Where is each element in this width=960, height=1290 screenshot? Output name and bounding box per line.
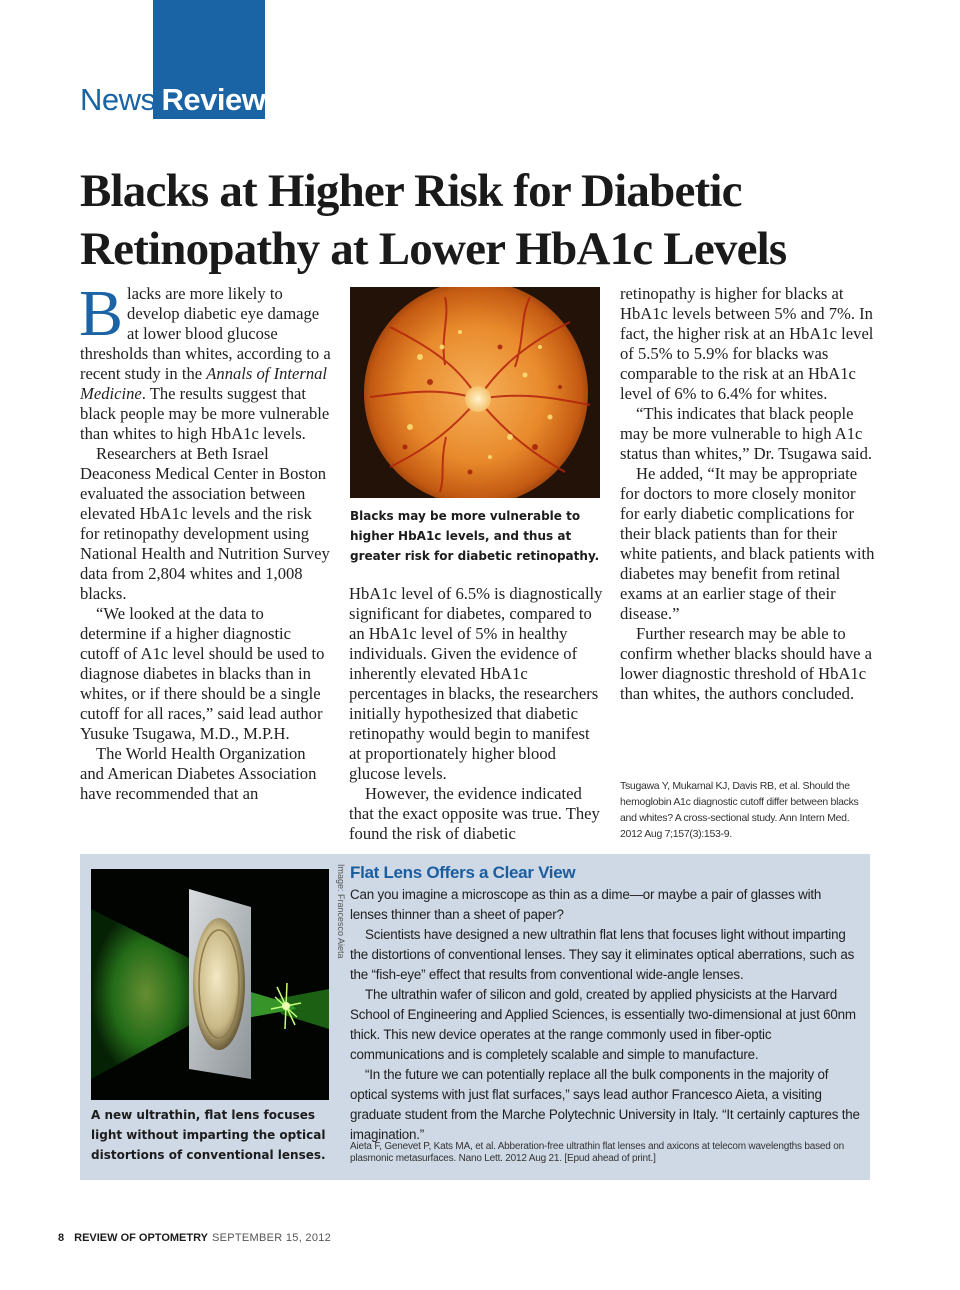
section-news: News bbox=[80, 82, 156, 117]
retina-photo-caption: Blacks may be more vulnerable to higher HbA1c levels, and thus at greater risk for diabetic retinopathy. bbox=[350, 509, 600, 563]
article-paragraph: Further research may be able to confirm whether blacks should have a lower diagnostic threshold of HbA1c than whites, the authors concluded. bbox=[620, 624, 873, 703]
sidebar-paragraph: “In the future we can potentially replace all the bulk components in the majority of optical systems with just flat surfaces,” says lead author Francesco Aieta, a visiting graduate student from the Marche Polytechnic University in Italy. “It certainly captures the imagination.” bbox=[350, 1067, 860, 1142]
issue-date: SEPTEMBER 15, 2012 bbox=[211, 1232, 332, 1244]
fundus-image bbox=[350, 287, 600, 498]
sidebar-paragraph: Scientists have designed a new ultrathin flat lens that focuses light without imparting the distortions of conventional lenses. They say it eliminates optical aberrations, such as the “fish-eye” effect that results from conventional wide-angle lenses. bbox=[350, 927, 855, 982]
retina-photo bbox=[350, 287, 600, 498]
image-credit bbox=[332, 864, 346, 984]
article-paragraph: retinopathy is higher for blacks at HbA1c levels between 5% and 7%. In fact, the higher risk at an HbA1c level of 5.5% to 5.9% for blacks was comparable to the risk at an HbA1c level of 6% to 6.4% for whites. bbox=[620, 284, 874, 403]
drop-cap: B bbox=[79, 277, 124, 350]
sidebar-reference: Aieta F, Genevet P, Kats MA, et al. Abberation-free ultrathin flat lenses and axicons at telecom wavelengths based on plasmonic metasurfaces. Nano Lett. 2012 Aug 21. [Epud ahead of print.] bbox=[350, 1141, 844, 1164]
page-footer bbox=[58, 1231, 331, 1245]
page-number: 8 bbox=[58, 1232, 65, 1244]
article-paragraph: “We looked at the data to determine if a higher diagnostic cutoff of A1c level should be used to diagnose diabetes in blacks than in whites, or if there should be a single cutoff for all races,” said lead author Yusuke Tsugawa, M.D., M.P.H. bbox=[80, 604, 325, 743]
journal-name: Annals of Internal Medicine bbox=[80, 364, 328, 403]
flat-lens-photo bbox=[91, 869, 329, 1100]
flat-lens-caption: A new ultrathin, flat lens focuses light without imparting the optical distortions of conventional lenses. bbox=[91, 1108, 326, 1162]
article-column-3 bbox=[620, 284, 875, 704]
article-paragraph: He added, “It may be appropriate for doctors to more closely monitor for early diabetic complications for their black patients than for their white patients, and black patients with diabetes may benefit from retinal exams at an earlier stage of their disease.” bbox=[620, 464, 875, 623]
article-paragraph: The World Health Organization and American Diabetes Association have recommended that an bbox=[80, 744, 317, 803]
flat-lens-image bbox=[91, 869, 329, 1100]
section-review: Review bbox=[161, 82, 266, 117]
article-paragraph: “This indicates that black people may be more vulnerable to high A1c status than whites,” Dr. Tsugawa said. bbox=[620, 404, 873, 463]
sidebar-paragraph: Can you imagine a microscope as thin as a dime—or maybe a pair of glasses with lenses thinner than a sheet of paper? bbox=[350, 887, 822, 922]
article-paragraph: HbA1c level of 6.5% is diagnostically significant for diabetes, compared to an HbA1c level of 5% in healthy individuals. Given the evidence of inherently elevated HbA1c percentages in blacks, the researchers initially hypothesized that diabetic retinopathy would begin to manifest at proportionately higher blood glucose levels. bbox=[349, 584, 603, 783]
article-headline: Blacks at Higher Risk for Diabetic Retinopathy at Lower HbA1c Levels bbox=[80, 165, 787, 275]
article-reference: Tsugawa Y, Mukamal KJ, Davis RB, et al. Should the hemoglobin A1c diagnostic cutoff differ between blacks and whites? A cross-sectional study. Ann Intern Med. 2012 Aug 7;157(3):153-9. bbox=[620, 780, 859, 840]
article-paragraph: Researchers at Beth Israel Deaconess Medical Center in Boston evaluated the association between elevated HbA1c levels and the risk for retinopathy development using National Health and Nutrition Survey data from 2,804 whites and 1,008 blacks. bbox=[80, 444, 330, 603]
article-column-2 bbox=[349, 584, 603, 844]
sidebar-paragraph: The ultrathin wafer of silicon and gold, created by applied physicists at the Harvard School of Engineering and Applied Sciences, is essentially two-dimensional at just 60nm thick. This new device operates at the range commonly used in fiber-optic communications and is completely scalable and simple to manufacture. bbox=[350, 987, 856, 1062]
article-text: . The results suggest that black people may be more vulnerable than whites to high HbA1c levels. bbox=[80, 384, 330, 443]
article-column-1 bbox=[79, 277, 332, 804]
article-paragraph: However, the evidence indicated that the exact opposite was true. They found the risk of diabetic bbox=[349, 784, 600, 843]
article-paragraph bbox=[79, 277, 332, 444]
sidebar-title: Flat Lens Offers a Clear View bbox=[350, 863, 576, 882]
magazine-name: REVIEW OF OPTOMETRY bbox=[74, 1232, 208, 1244]
image-credit-text: Image: Francesco Aieta bbox=[336, 864, 346, 959]
article-text: lacks are more likely to develop diabetic eye damage at lower blood glucose thresholds than whites, according to a recent study in the bbox=[80, 284, 331, 383]
sidebar-body bbox=[350, 885, 862, 1145]
section-label bbox=[80, 80, 265, 120]
